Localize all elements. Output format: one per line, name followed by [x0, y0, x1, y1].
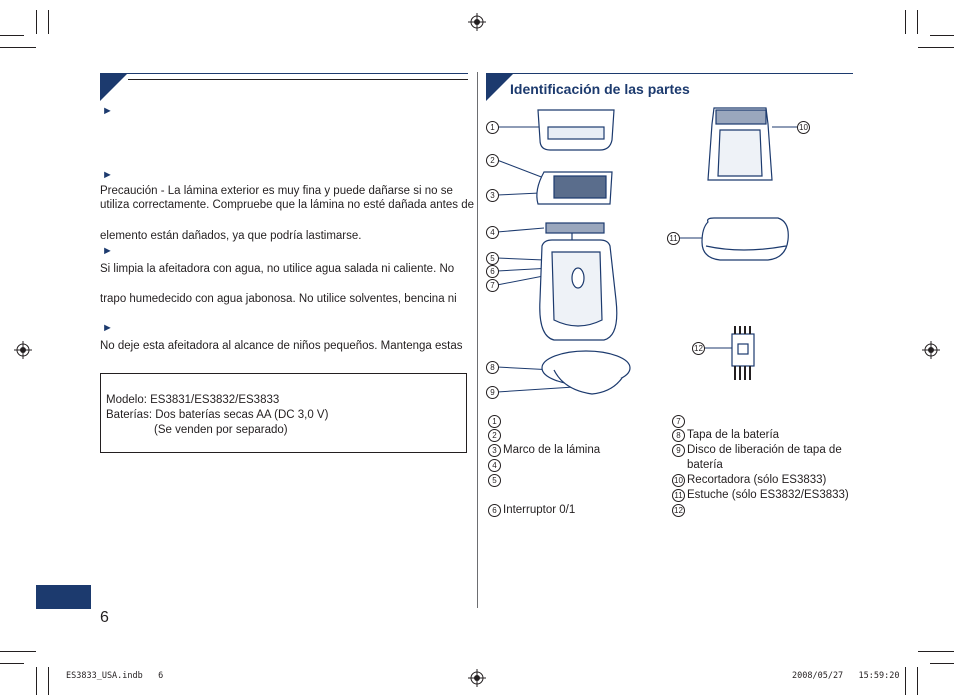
crop-mark	[905, 10, 906, 34]
page-number: 6	[100, 609, 109, 626]
legend-label: batería	[687, 459, 723, 471]
legend-number: 4	[488, 459, 501, 472]
legend-label: Estuche (sólo ES3832/ES3833)	[687, 489, 849, 501]
callout-number: 11	[667, 232, 680, 245]
legend-number: 11	[672, 489, 685, 502]
carry-case-part	[702, 218, 788, 260]
precaution-text: elemento están dañados, ya que podría lastimarse.	[100, 230, 362, 242]
crop-mark	[48, 667, 49, 695]
crop-mark	[930, 663, 954, 664]
crop-mark	[905, 667, 906, 695]
crop-mark	[36, 667, 37, 695]
callout-number: 10	[797, 121, 810, 134]
legend-number: 5	[488, 474, 501, 487]
crop-mark	[0, 35, 24, 36]
battery-cover-part	[542, 351, 630, 394]
crop-mark	[930, 35, 954, 36]
language-tab	[36, 585, 91, 609]
legend-number: 9	[672, 444, 685, 457]
bullet-arrow: ►	[102, 245, 113, 257]
bullet-arrow: ►	[102, 105, 113, 117]
shaver-body-part	[540, 240, 617, 340]
registration-mark-icon	[922, 341, 940, 359]
spec-sold-separately: (Se venden por separado)	[154, 424, 288, 436]
outer-foil-part	[538, 110, 614, 150]
crop-mark	[917, 667, 918, 695]
crop-mark	[917, 10, 918, 34]
foil-frame-part	[537, 172, 612, 204]
legend-number: 8	[672, 429, 685, 442]
legend-number: 6	[488, 504, 501, 517]
cleaning-text: trapo humedecido con agua jabonosa. No utilice solventes, bencina ni	[100, 293, 457, 305]
section-header-triangle	[100, 73, 128, 101]
cleaning-text: Si limpia la afeitadora con agua, no utilice agua salada ni caliente. No	[100, 263, 455, 275]
registration-mark-icon	[14, 341, 32, 359]
section-header-line	[100, 73, 468, 74]
legend-number: 2	[488, 429, 501, 442]
registration-mark-icon	[468, 669, 486, 687]
callout-number: 7	[486, 279, 499, 292]
crop-mark	[0, 651, 36, 652]
callout-number: 6	[486, 265, 499, 278]
section-header-line	[128, 79, 468, 80]
callout-number: 9	[486, 386, 499, 399]
crop-mark	[0, 663, 24, 664]
crop-mark	[0, 47, 36, 48]
legend-number: 12	[672, 504, 685, 517]
spec-battery: Baterías: Dos baterías secas AA (DC 3,0 V)	[106, 409, 329, 421]
footer-date-slug: 2008/05/27 15:59:20	[792, 671, 900, 681]
crop-mark	[36, 10, 37, 34]
callout-number: 3	[486, 189, 499, 202]
callout-number: 4	[486, 226, 499, 239]
legend-label: Interruptor 0/1	[503, 504, 576, 516]
precaution-text: Precaución - La lámina exterior es muy fina y puede dañarse si no se	[100, 185, 453, 197]
callout-number: 1	[486, 121, 499, 134]
footer-file-slug: ES3833_USA.indb 6	[66, 671, 164, 681]
callout-number: 12	[692, 342, 705, 355]
crop-mark	[918, 47, 954, 48]
legend-label: Tapa de la batería	[687, 429, 780, 441]
bullet-arrow: ►	[102, 169, 113, 181]
shaver-parts-illustration	[482, 100, 854, 402]
legend-label: Marco de la lámina	[503, 444, 601, 456]
bullet-arrow: ►	[102, 322, 113, 334]
callout-number: 8	[486, 361, 499, 374]
parts-title: Identificación de las partes	[510, 81, 690, 97]
legend-label: Recortadora (sólo ES3833)	[687, 474, 827, 486]
crop-mark	[918, 651, 954, 652]
spec-model: Modelo: ES3831/ES3832/ES3833	[106, 394, 280, 406]
cleaning-brush-part	[732, 326, 754, 380]
section-header-line	[486, 73, 853, 74]
legend-number: 3	[488, 444, 501, 457]
crop-mark	[48, 10, 49, 34]
callout-number: 2	[486, 154, 499, 167]
children-warning-text: No deje esta afeitadora al alcance de niños pequeños. Mantenga estas	[100, 340, 463, 352]
legend-number: 10	[672, 474, 685, 487]
legend-number: 7	[672, 415, 685, 428]
callout-number: 5	[486, 252, 499, 265]
legend-label: Disco de liberación de tapa de	[687, 444, 842, 456]
column-divider	[477, 72, 478, 608]
trimmer-view	[708, 108, 772, 180]
precaution-text: utiliza correctamente. Compruebe que la lámina no esté dañada antes de	[100, 199, 474, 211]
legend-number: 1	[488, 415, 501, 428]
registration-mark-icon	[468, 13, 486, 31]
